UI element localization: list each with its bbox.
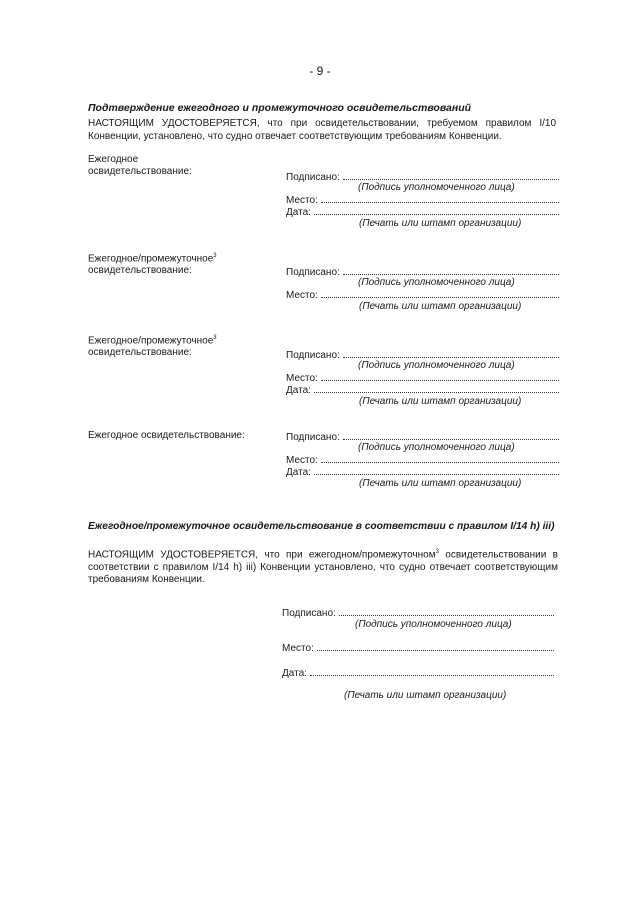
date-line [310,666,554,676]
survey-label-line1: Ежегодное [88,154,139,165]
signature-line [343,265,559,275]
survey-label-annual [88,154,192,178]
footnote-ref: 3 [213,335,217,341]
place-field[interactable]: Место: [286,453,559,466]
section-heading-regulation-i14: Ежегодное/промежуточное освидетельствование в соответствии с правилом I/14 h) iii) [88,521,555,532]
signature-line [339,606,554,616]
date-line [314,205,559,215]
certify-text: , что при ежегодном/промежуточном [255,549,436,561]
signature-line [343,170,559,180]
seal-note: (Печать или штамп организации) [359,301,522,312]
survey-label-line1: Ежегодное/промежуточное [88,253,214,265]
signed-field[interactable]: Подписано: [286,348,559,361]
signed-field[interactable]: Подписано: [286,430,559,443]
survey-label-line2: освидетельствование: [88,166,192,177]
date-field[interactable]: Дата: [286,205,559,218]
page-number: - 9 - [309,64,331,78]
certify-caps: НАСТОЯЩИМ УДОСТОВЕРЯЕТСЯ [88,549,256,561]
place-line [321,288,559,298]
signature-note: (Подпись уполномоченного лица) [358,182,515,193]
signature-line [343,430,559,440]
signature-note: (Подпись уполномоченного лица) [358,442,515,453]
certify-caps: НАСТОЯЩИМ УДОСТОВЕРЯЕТСЯ [88,118,257,129]
place-field[interactable]: Место: [286,371,559,384]
survey-label-annual-single: Ежегодное освидетельствование: [88,430,245,441]
place-field[interactable]: Место: [282,641,554,654]
place-field[interactable]: Место: [286,288,559,301]
survey-label-annual-intermediate [88,332,217,359]
footnote-ref: 3 [213,253,217,259]
certification-paragraph [88,118,556,143]
place-line [321,371,559,381]
survey-label-line1: Ежегодное/промежуточное [88,335,214,347]
place-line [317,641,554,651]
certify-text: , что при освидетельствовании, требуемом правилом I/10 Конвенции, установлено, что судно отвечает соответствующим требованиям Конвенции. [88,118,557,142]
seal-note: (Печать или штамп организации) [359,218,522,229]
certify-text-rest: освидетельствовании в соответствии с правилом I/14 h) iii) Конвенции установлено, что судно отвечает соответствующим требованиям Конвенции. [88,549,558,586]
date-field[interactable]: Дата: [286,383,559,396]
signature-line [343,348,559,358]
survey-label-line2: освидетельствование: [88,347,192,359]
survey-label-line2: освидетельствование: [88,265,192,277]
signed-field[interactable]: Подписано: [282,606,554,619]
signature-note: (Подпись уполномоченного лица) [358,277,515,288]
signed-field[interactable]: Подписано: [286,170,559,183]
date-field[interactable]: Дата: [282,666,554,679]
seal-note: (Печать или штамп организации) [359,478,522,489]
signature-note: (Подпись уполномоченного лица) [358,360,515,371]
place-field[interactable]: Место: [286,193,559,206]
survey-label-annual-intermediate [88,250,217,277]
place-line [321,193,559,203]
seal-note: (Печать или штамп организации) [359,396,522,407]
footnote-ref: 3 [435,549,439,555]
date-line [314,465,559,475]
signed-field[interactable]: Подписано: [286,265,559,278]
signature-note: (Подпись уполномоченного лица) [355,619,512,630]
place-line [321,453,559,463]
certification-paragraph-i14 [88,546,558,587]
section-heading-annual-intermediate: Подтверждение ежегодного и промежуточного освидетельствований [88,102,472,114]
date-field[interactable]: Дата: [286,465,559,478]
date-line [314,383,559,393]
seal-note: (Печать или штамп организации) [344,690,507,701]
